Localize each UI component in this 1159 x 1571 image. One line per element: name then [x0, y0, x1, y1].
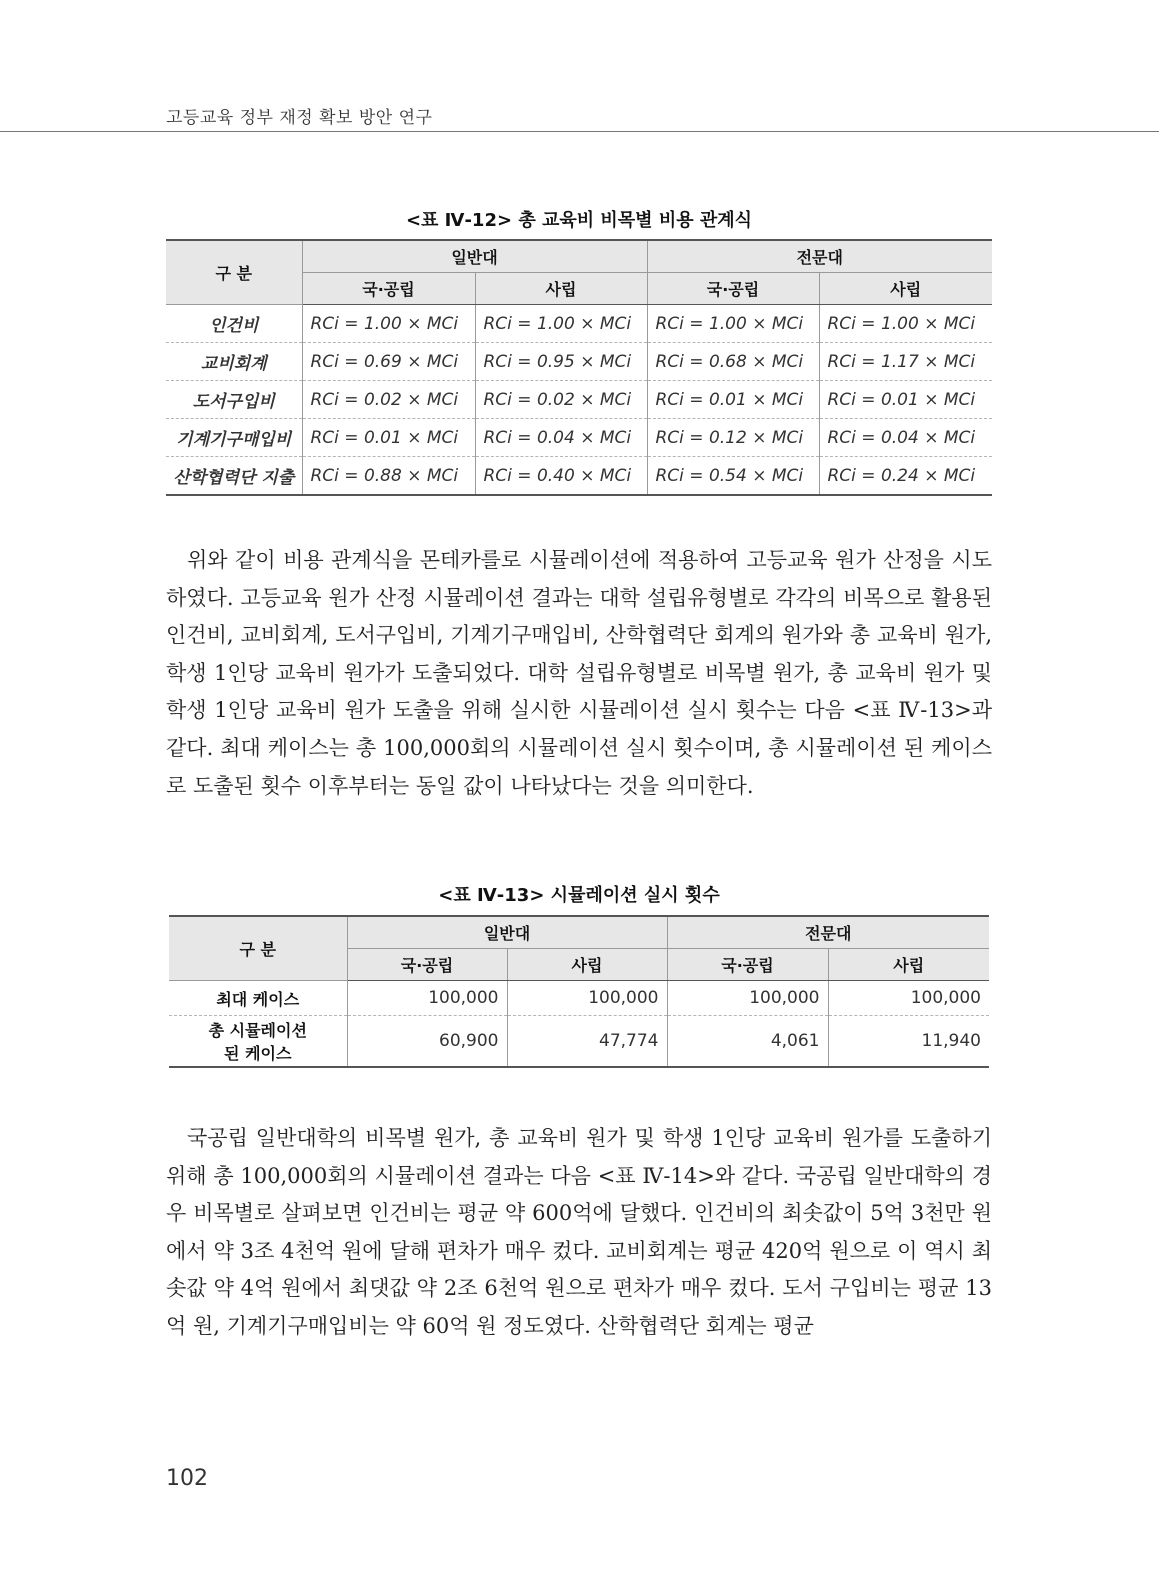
table-12-caption: <표 Ⅳ-12> 총 교육비 비목별 비용 관계식 — [405, 210, 753, 231]
table-cell: 100,000 — [828, 981, 989, 1016]
table-cell: RCi = 0.68 × MCi — [647, 343, 819, 381]
table-cell: RCi = 0.24 × MCi — [819, 457, 992, 496]
table-cell: RCi = 0.04 × MCi — [475, 419, 647, 457]
table-cell: 47,774 — [507, 1016, 667, 1068]
header-group-general-university: 일반대 — [302, 240, 647, 273]
header-category: 구 분 — [169, 916, 347, 981]
table-cell: 60,900 — [347, 1016, 507, 1068]
header-private: 사립 — [507, 949, 667, 981]
row-label-line: 총 시뮬레이션 — [208, 1021, 307, 1040]
table-13 — [169, 915, 989, 1068]
body-paragraph-2: 국공립 일반대학의 비목별 원가, 총 교육비 원가 및 학생 1인당 교육비 원가를 도출하기 위해 총 100,000회의 시뮬레이션 결과는 다음 <표 Ⅳ-14>와 같다. 국공립 일반대학의 경우 비목별로 살펴보면 인건비는 평균 약 600억에 달했다. 인건비의 최솟값이 5억 3천만 원에서 약 3조 4천억 원에 달해 편차가 매우 컸다. 교비회계는 평균 420억 원으로 이 역시 최솟값 약 4억 원에서 최댓값 약 2조 6천억 원으로 편차가 매우 컸다. 도서 구입비는 평균 13억 원, 기계기구매입비는 약 60억 원 정도였다. 산학협력단 회계는 평균 — [166, 1126, 992, 1338]
table-cell: 4,061 — [667, 1016, 828, 1068]
table-cell: 11,940 — [828, 1016, 989, 1068]
table-cell: RCi = 0.04 × MCi — [819, 419, 992, 457]
table-cell: RCi = 0.69 × MCi — [302, 343, 475, 381]
row-label: 도서구입비 — [166, 381, 302, 419]
table-cell: RCi = 0.02 × MCi — [475, 381, 647, 419]
table-cell: RCi = 0.40 × MCi — [475, 457, 647, 496]
header-national-public: 국·공립 — [647, 273, 819, 305]
table-cell: RCi = 0.54 × MCi — [647, 457, 819, 496]
table-cell: RCi = 1.00 × MCi — [475, 305, 647, 343]
row-label-line: 된 케이스 — [224, 1044, 292, 1063]
table-row — [166, 457, 992, 496]
header-national-public: 국·공립 — [667, 949, 828, 981]
table-cell: RCi = 0.01 × MCi — [302, 419, 475, 457]
header-private: 사립 — [828, 949, 989, 981]
table-row — [166, 343, 992, 381]
table-cell: RCi = 1.00 × MCi — [819, 305, 992, 343]
table-cell: 100,000 — [347, 981, 507, 1016]
row-label-line: 최대 케이스 — [216, 989, 300, 1009]
header-national-public: 국·공립 — [302, 273, 475, 305]
table-row — [166, 381, 992, 419]
table-cell: RCi = 0.01 × MCi — [647, 381, 819, 419]
table-row — [166, 419, 992, 457]
table-cell: 100,000 — [507, 981, 667, 1016]
table-cell: RCi = 1.17 × MCi — [819, 343, 992, 381]
row-label — [169, 1016, 347, 1068]
table-row — [169, 1016, 989, 1068]
header-category: 구 분 — [166, 240, 302, 305]
header-group-junior-college: 전문대 — [647, 240, 992, 273]
header-group-junior-college: 전문대 — [667, 916, 989, 949]
table-cell: RCi = 0.12 × MCi — [647, 419, 819, 457]
running-header: 고등교육 정부 재정 확보 방안 연구 — [166, 108, 433, 128]
page-number: 102 — [166, 1466, 208, 1491]
row-label: 교비회계 — [166, 343, 302, 381]
table-cell: RCi = 0.88 × MCi — [302, 457, 475, 496]
header-group-general-university: 일반대 — [347, 916, 667, 949]
table-row — [169, 981, 989, 1016]
body-paragraph-1: 위와 같이 비용 관계식을 몬테카를로 시뮬레이션에 적용하여 고등교육 원가 산정을 시도하였다. 고등교육 원가 산정 시뮬레이션 결과는 대학 설립유형별로 각각의 비목으로 활용된 인건비, 교비회계, 도서구입비, 기계기구매입비, 산학협력단 회계의 원가와 총 교육비 원가, 학생 1인당 교육비 원가가 도출되었다. 대학 설립유형별로 비목별 원가, 총 교육비 원가 및 학생 1인당 교육비 원가 도출을 위해 실시한 시뮬레이션 실시 횟수는 다음 <표 Ⅳ-13>과 같다. 최대 케이스는 총 100,000회의 시뮬레이션 실시 횟수이며, 총 시뮬레이션 된 케이스로 도출된 횟수 이후부터는 동일 값이 나타났다는 것을 의미한다. — [166, 548, 992, 798]
table-cell: 100,000 — [667, 981, 828, 1016]
table-cell: RCi = 1.00 × MCi — [647, 305, 819, 343]
table-13-caption: <표 Ⅳ-13> 시뮬레이션 실시 횟수 — [438, 885, 720, 906]
row-label: 산학협력단 지출 — [166, 457, 302, 496]
table-cell: RCi = 0.02 × MCi — [302, 381, 475, 419]
header-private: 사립 — [475, 273, 647, 305]
header-rule — [0, 131, 1159, 132]
row-label: 기계기구매입비 — [166, 419, 302, 457]
table-cell: RCi = 1.00 × MCi — [302, 305, 475, 343]
header-national-public: 국·공립 — [347, 949, 507, 981]
row-label — [169, 981, 347, 1016]
table-row — [166, 305, 992, 343]
table-cell: RCi = 0.95 × MCi — [475, 343, 647, 381]
row-label: 인건비 — [166, 305, 302, 343]
table-12 — [166, 239, 992, 496]
header-private: 사립 — [819, 273, 992, 305]
table-cell: RCi = 0.01 × MCi — [819, 381, 992, 419]
